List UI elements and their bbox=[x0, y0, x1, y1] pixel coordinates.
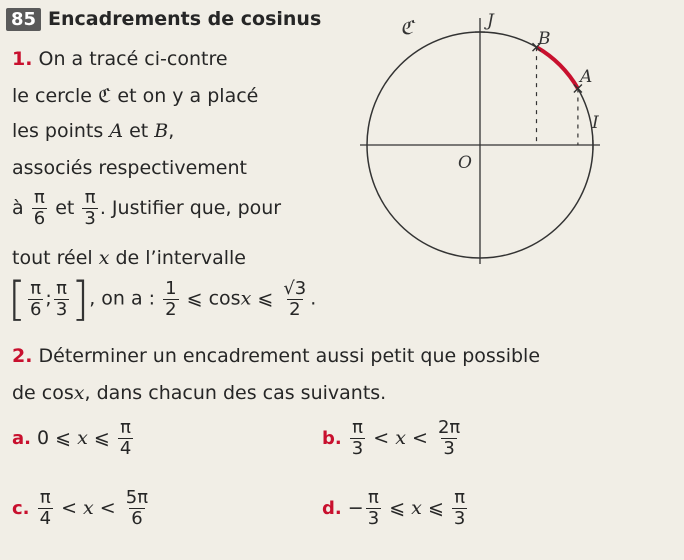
q2-text-2b: , dans chacun des cas suivants. bbox=[84, 382, 387, 404]
frac-num: π bbox=[352, 417, 363, 438]
frac-num: π bbox=[30, 277, 42, 299]
frac-den: 6 bbox=[131, 508, 143, 529]
frac-num: π bbox=[56, 277, 67, 299]
frac-den: 2 bbox=[289, 298, 301, 320]
frac-num: 1 bbox=[165, 277, 177, 299]
frac-den: 3 bbox=[453, 508, 466, 529]
frac-num: √3 bbox=[283, 277, 307, 299]
q1-text-1: On a tracé ci-contre bbox=[38, 48, 228, 70]
frac-num: 2π bbox=[437, 417, 461, 438]
period: . bbox=[310, 287, 317, 310]
label-b: B bbox=[538, 29, 551, 49]
leq-sign: ⩽ bbox=[93, 427, 110, 449]
q2a-label: a. bbox=[12, 428, 31, 449]
lt-sign: < bbox=[373, 427, 390, 449]
point-b-ref: B bbox=[154, 120, 169, 142]
frac-den: 3 bbox=[367, 508, 380, 529]
q2-number: 2. bbox=[12, 345, 33, 367]
q2b-label: b. bbox=[322, 428, 342, 449]
lt-sign: < bbox=[99, 497, 116, 519]
zero: 0 bbox=[37, 427, 50, 449]
var-x: x bbox=[395, 427, 406, 449]
frac-den: 2 bbox=[165, 298, 177, 320]
q2c-label: c. bbox=[12, 498, 30, 519]
frac-num: π bbox=[39, 487, 51, 508]
lt-sign: < bbox=[412, 427, 428, 449]
frac-den: 3 bbox=[443, 438, 455, 459]
var-x: x bbox=[73, 382, 85, 404]
q2d-label: d. bbox=[322, 498, 342, 519]
exercise-title: Encadrements de cosinus bbox=[48, 8, 322, 30]
leq-sign: ⩽ bbox=[257, 287, 274, 310]
q2-text-2a: de cos bbox=[12, 382, 74, 404]
lt-sign: < bbox=[61, 497, 77, 519]
frac-den: 4 bbox=[39, 508, 52, 529]
bracket-open: [ bbox=[8, 272, 26, 326]
q1-text-et: et bbox=[123, 120, 155, 142]
leq-sign: ⩽ bbox=[55, 427, 72, 449]
var-x: x bbox=[240, 287, 252, 310]
label-i: I bbox=[592, 113, 599, 133]
frac-num: π bbox=[454, 487, 466, 508]
q1-text-5b: . Justifier que, pour bbox=[99, 197, 282, 219]
var-x: x bbox=[411, 497, 422, 519]
frac-den: 4 bbox=[119, 438, 132, 459]
frac-num: π bbox=[120, 417, 132, 438]
frac-den: 6 bbox=[33, 208, 46, 229]
frac-num: π bbox=[84, 187, 96, 208]
leq-sign: ⩽ bbox=[427, 497, 444, 519]
frac-den: 6 bbox=[29, 298, 42, 320]
label-a: A bbox=[580, 67, 593, 87]
label-j: J bbox=[487, 11, 494, 31]
frac-num: π bbox=[368, 487, 379, 508]
q1-number: 1. bbox=[12, 48, 33, 70]
var-x: x bbox=[98, 247, 110, 269]
frac-num: π bbox=[34, 187, 45, 208]
frac-den: 3 bbox=[55, 298, 68, 320]
bracket-close: ] bbox=[71, 272, 90, 326]
point-a-ref: A bbox=[109, 120, 124, 142]
leq-sign: ⩽ bbox=[389, 497, 406, 519]
q1-comma: , bbox=[168, 120, 175, 142]
q1-text-3a: les points bbox=[12, 120, 110, 142]
q1-line4: associés respectivement bbox=[12, 157, 247, 179]
q1-line2: le cercle ℭ et on y a placé bbox=[12, 85, 259, 107]
semicolon: ; bbox=[45, 287, 52, 310]
var-x: x bbox=[83, 497, 94, 519]
var-x: x bbox=[77, 427, 88, 449]
exercise-number: 85 bbox=[6, 8, 41, 31]
q1-text-a: à bbox=[12, 197, 24, 219]
q1-text-6a: tout réel bbox=[12, 247, 99, 269]
frac-den: 3 bbox=[84, 208, 96, 229]
q1-text-6b: de l’intervalle bbox=[109, 247, 246, 269]
label-o: O bbox=[458, 153, 472, 173]
q2-text-1: Déterminer un encadrement aussi petit que possible bbox=[38, 345, 541, 367]
cos-text: cos bbox=[208, 287, 241, 310]
frac-den: 3 bbox=[351, 438, 364, 459]
circle-label: ℭ bbox=[400, 17, 414, 39]
frac-num: 5π bbox=[125, 487, 149, 508]
minus-sign: − bbox=[347, 497, 364, 519]
q1-text-et2: et bbox=[55, 197, 75, 219]
leq-sign: ⩽ bbox=[186, 287, 203, 310]
q1-text-on-a: , on a : bbox=[89, 287, 156, 310]
arc-a-b bbox=[537, 47, 578, 88]
